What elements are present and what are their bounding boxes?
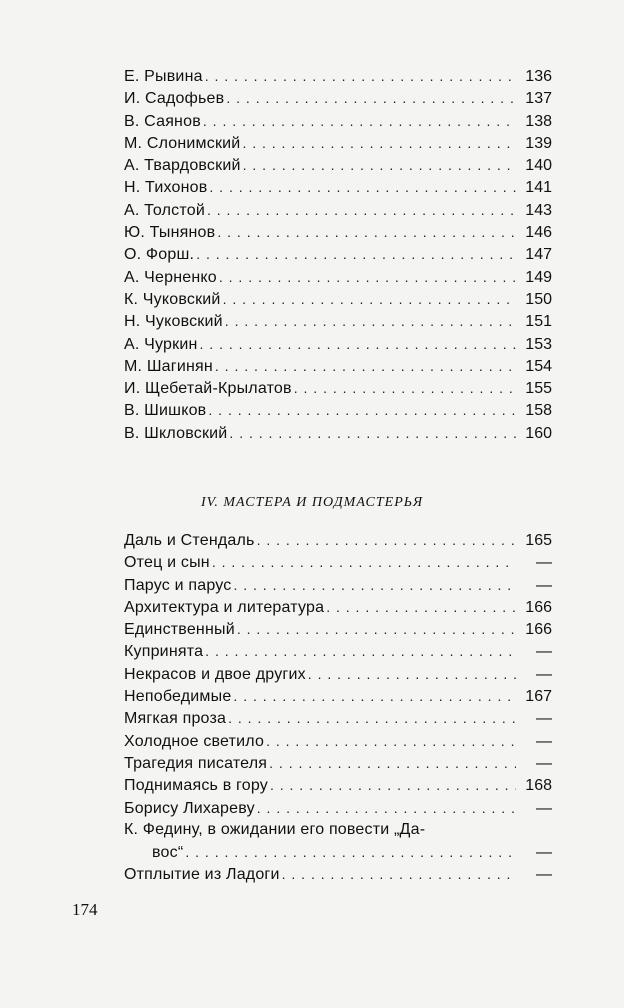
leader-dots (308, 663, 516, 685)
leader-dots (242, 132, 516, 154)
toc-entry-name-line2: вос“ (152, 844, 184, 862)
leader-dots (203, 110, 516, 132)
toc-entry-page: — (536, 844, 552, 862)
toc-entry-page: 139 (525, 134, 552, 152)
toc-row (124, 243, 552, 265)
toc-row (124, 574, 552, 596)
toc-entry-page: — (536, 866, 552, 884)
toc-row (124, 640, 552, 662)
toc-entry-page: 151 (525, 313, 552, 331)
toc-entry-name: Поднимаясь в гору (124, 777, 268, 795)
toc-entry-name: А. Твардовский (124, 157, 241, 175)
leader-dots (257, 797, 516, 819)
leader-dots (196, 243, 516, 265)
toc-row (124, 618, 552, 640)
leader-dots (219, 266, 516, 288)
toc-entry-name-line1: К. Федину, в ожидании его повести „Да- (124, 820, 426, 838)
leader-dots (326, 596, 516, 618)
toc-row (124, 154, 552, 176)
toc-entry-name: Трагедия писателя (124, 754, 268, 772)
toc-row (124, 87, 552, 109)
toc-entry-page: 153 (525, 335, 552, 353)
toc-row (124, 221, 552, 243)
toc-row (124, 819, 552, 841)
toc-entry-page: — (536, 576, 552, 594)
toc-entry-name: О. Форш. (124, 246, 195, 264)
leader-dots (233, 574, 516, 596)
toc-entry-page: 166 (525, 598, 552, 616)
toc-row (124, 841, 552, 863)
toc-row (124, 730, 552, 752)
toc-entry-page: 166 (525, 621, 552, 639)
toc-entry-name: В. Саянов (124, 112, 201, 130)
toc-entry-page: 158 (525, 402, 552, 420)
toc-row (124, 288, 552, 310)
leader-dots (217, 221, 516, 243)
leader-dots (185, 841, 516, 863)
toc-essays (124, 529, 552, 886)
toc-row (124, 774, 552, 796)
toc-entry-page: 150 (525, 290, 552, 308)
toc-entry-name: И. Садофьев (124, 90, 225, 108)
toc-entry-page: 149 (525, 268, 552, 286)
toc-entry-name: Архитектура и литература (124, 598, 325, 616)
leader-dots (215, 355, 516, 377)
toc-entry-page: — (536, 754, 552, 772)
leader-dots (200, 333, 516, 355)
leader-dots (226, 87, 516, 109)
leader-dots (205, 65, 516, 87)
toc-row (124, 663, 552, 685)
toc-entry-page: 141 (525, 179, 552, 197)
toc-entry-name: Непобедимые (124, 688, 232, 706)
toc-entry-name: Н. Чуковский (124, 313, 223, 331)
toc-row (124, 596, 552, 618)
toc-entry-page: — (536, 554, 552, 572)
toc-entry-name: Даль и Стендаль (124, 532, 255, 549)
toc-entry-page: 154 (525, 357, 552, 375)
toc-entry-name: М. Слонимский (124, 134, 241, 152)
toc-row (124, 355, 552, 377)
toc-row (124, 310, 552, 332)
leader-dots (209, 176, 516, 198)
leader-dots (223, 288, 516, 310)
toc-row (124, 863, 552, 885)
toc-entry-name: М. Шагинян (124, 357, 213, 375)
toc-entry-page: 143 (525, 201, 552, 219)
toc-row (124, 399, 552, 421)
toc-row (124, 110, 552, 132)
toc-entry-page: 165 (525, 532, 552, 549)
toc-entry-page: — (536, 732, 552, 750)
toc-entry-name: Мягкая проза (124, 710, 227, 728)
toc-entry-page: — (536, 710, 552, 728)
toc-entry-page: 136 (525, 68, 552, 85)
toc-entry-page: 147 (525, 246, 552, 264)
toc-row (124, 199, 552, 221)
toc-entry-name: А. Чуркин (124, 335, 198, 353)
toc-entry-name: И. Щебетай-Крылатов (124, 380, 292, 398)
leader-dots (212, 551, 516, 573)
toc-entry-name: Холодное светило (124, 732, 265, 750)
toc-entry-page: 138 (525, 112, 552, 130)
toc-row (124, 685, 552, 707)
toc-entry-page: 160 (525, 424, 552, 442)
toc-entry-name: Отец и сын (124, 554, 210, 572)
page-number: 174 (72, 900, 98, 919)
leader-dots (257, 529, 516, 551)
toc-entry-name: Отплытие из Ладоги (124, 866, 280, 884)
leader-dots (270, 774, 516, 796)
toc-row (124, 422, 552, 444)
toc-entry-page: 140 (525, 157, 552, 175)
toc-row (124, 551, 552, 573)
toc-entry-page: 146 (525, 224, 552, 242)
toc-row (124, 65, 552, 87)
toc-entry-page: 167 (525, 688, 552, 706)
toc-entry-name: В. Шишков (124, 402, 207, 420)
toc-entry-page: — (536, 799, 552, 817)
toc-entry-name: А. Черненко (124, 268, 217, 286)
toc-entry-name: К. Чуковский (124, 290, 221, 308)
leader-dots (243, 154, 516, 176)
toc-row (124, 266, 552, 288)
leader-dots (294, 377, 516, 399)
toc-row (124, 132, 552, 154)
toc-entry-page: — (536, 643, 552, 661)
leader-dots (269, 752, 516, 774)
toc-row (124, 176, 552, 198)
leader-dots (266, 730, 516, 752)
leader-dots (282, 863, 516, 885)
leader-dots (207, 199, 516, 221)
leader-dots (229, 422, 516, 444)
toc-entry-page: — (536, 665, 552, 683)
toc-entry-name: Е. Рывина (124, 68, 203, 85)
leader-dots (228, 707, 516, 729)
leader-dots (225, 310, 516, 332)
toc-entry-name: В. Шкловский (124, 424, 228, 442)
toc-entry-name: Ю. Тынянов (124, 224, 216, 242)
toc-row (124, 333, 552, 355)
leader-dots (233, 685, 516, 707)
toc-entry-page: 137 (525, 90, 552, 108)
leader-dots (237, 618, 516, 640)
toc-entry-name: Парус и парус (124, 576, 232, 594)
toc-row (124, 707, 552, 729)
toc-entry-name: Некрасов и двое других (124, 665, 306, 683)
toc-authors (124, 65, 552, 444)
toc-entry-name: Н. Тихонов (124, 179, 208, 197)
leader-dots (208, 399, 516, 421)
toc-row (124, 377, 552, 399)
toc-entry-name: Борису Лихареву (124, 799, 255, 817)
leader-dots (205, 640, 516, 662)
toc-entry-page: 155 (525, 380, 552, 398)
toc-row (124, 797, 552, 819)
toc-entry-name: А. Толстой (124, 201, 205, 219)
toc-entry-name: Единственный (124, 621, 235, 639)
toc-entry-name: Купринята (124, 643, 204, 661)
section-heading: IV. МАСТЕРА И ПОДМАСТЕРЬЯ (200, 495, 424, 510)
toc-row (124, 529, 552, 551)
toc-row (124, 752, 552, 774)
toc-entry-page: 168 (525, 777, 552, 795)
